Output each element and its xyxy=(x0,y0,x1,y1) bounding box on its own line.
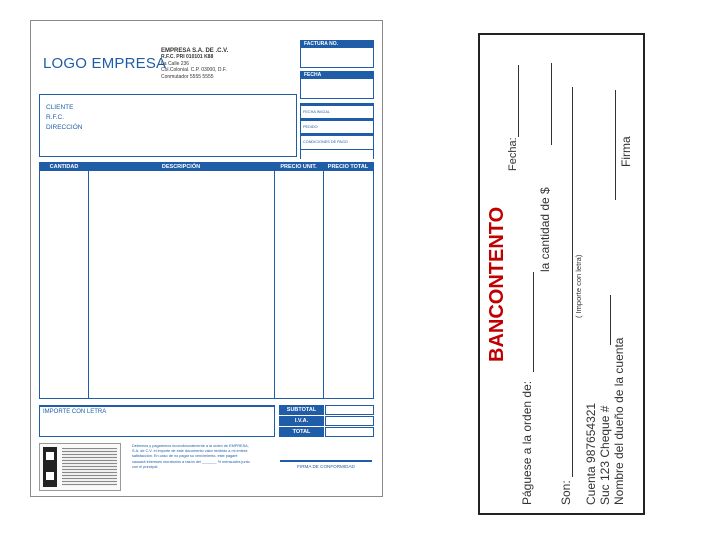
pay-to-label: Páguese a la orden de: xyxy=(520,380,534,505)
stamp-text-graphic xyxy=(62,448,117,486)
column-header-quantity: CANTIDAD xyxy=(40,163,88,171)
signature-field[interactable] xyxy=(280,460,372,469)
bank-cheque xyxy=(478,33,645,515)
start-date-label: FECHA INICIAL xyxy=(303,110,331,114)
amount-in-words-field[interactable] xyxy=(39,405,275,437)
qr-code-marker xyxy=(46,452,54,460)
signature-line[interactable] xyxy=(615,90,616,200)
signature-label: Firma xyxy=(619,136,633,167)
subtotal-value-field[interactable] xyxy=(325,405,374,415)
column-header-unit-price: PRECIO UNIT. xyxy=(274,163,323,171)
column-divider xyxy=(274,171,275,398)
order-fields xyxy=(300,103,374,159)
client-box[interactable] xyxy=(39,94,297,157)
amount-label: la cantidad de $ xyxy=(538,187,552,272)
company-logo-text: LOGO EMPRESA xyxy=(43,55,167,72)
fiscal-stamp-image xyxy=(39,443,121,491)
company-phone: Conmutador 5555 5555 xyxy=(161,73,214,80)
order-label: PEDIDO xyxy=(303,125,318,129)
iva-value-field[interactable] xyxy=(325,416,374,426)
payee-line[interactable] xyxy=(533,272,534,372)
amount-words-hint: ( Importe con letra) xyxy=(574,254,583,318)
company-colony: Col.Colonial. C.P. 03000, D.F. xyxy=(161,67,227,74)
items-table xyxy=(39,162,374,399)
total-label: TOTAL xyxy=(279,427,324,437)
company-rfc: R.F.C. PRI 010101 K88 xyxy=(161,54,214,61)
account-holder-name: Nombre del dueño de la cuenta xyxy=(612,337,626,505)
total-value-field[interactable] xyxy=(325,427,374,437)
invoice-document xyxy=(30,20,383,497)
branch-and-cheque-number: Suc 123 Cheque # xyxy=(598,405,612,505)
company-name: EMPRESA S.A. DE .C.V. xyxy=(161,48,229,54)
date-label: Fecha: xyxy=(507,137,519,171)
invoice-number-field[interactable] xyxy=(300,40,374,68)
totals-block xyxy=(279,405,374,437)
cheque-number-line[interactable] xyxy=(610,295,611,345)
subtotal-label: SUBTOTAL xyxy=(279,405,324,415)
company-street: La Calle 236 xyxy=(161,60,190,67)
client-rfc-label: R.F.C. xyxy=(46,114,65,121)
column-header-total-price: PRECIO TOTAL xyxy=(323,163,373,171)
invoice-number-label: FACTURA NO. xyxy=(301,41,373,48)
company-info xyxy=(161,48,228,80)
amount-words-label: Son: xyxy=(559,480,573,505)
order-field[interactable] xyxy=(301,118,373,133)
column-divider xyxy=(88,171,89,398)
amount-in-words-label: IMPORTE CON LETRA xyxy=(43,409,107,415)
amount-words-line[interactable] xyxy=(572,87,573,477)
bank-name: BANCONTENTO xyxy=(486,206,508,362)
amount-line[interactable] xyxy=(551,63,552,145)
client-address-label: DIRECCIÓN xyxy=(46,124,83,131)
client-label: CLIENTE xyxy=(46,104,74,111)
signature-label: FIRMA DE CONFORMIDAD xyxy=(297,464,355,469)
date-line[interactable] xyxy=(518,65,519,137)
invoice-date-label: FECHA xyxy=(301,72,373,79)
column-divider xyxy=(323,171,324,398)
iva-label: I.V.A. xyxy=(279,416,324,426)
payment-terms-field[interactable] xyxy=(301,133,373,150)
account-number: Cuenta 987654321 xyxy=(584,402,598,505)
payment-terms-label: CONDICIONES DE PAGO xyxy=(303,140,348,144)
qr-code-marker xyxy=(46,472,54,480)
invoice-date-field[interactable] xyxy=(300,71,374,99)
column-header-description: DESCRIPCIÓN xyxy=(88,163,274,171)
start-date-field[interactable] xyxy=(301,103,373,118)
promissory-note-text: Debemos y pagaremos incondicionalmente a la orden de EMPRESA, S.A. de C.V. el importe de este documento valor recibido a mi entera satisfacción. En caso de no pagar su vencimiento, este pagaré causará intereses moratorios a razón del _______ % mensuales junto con el principal. xyxy=(132,444,250,469)
